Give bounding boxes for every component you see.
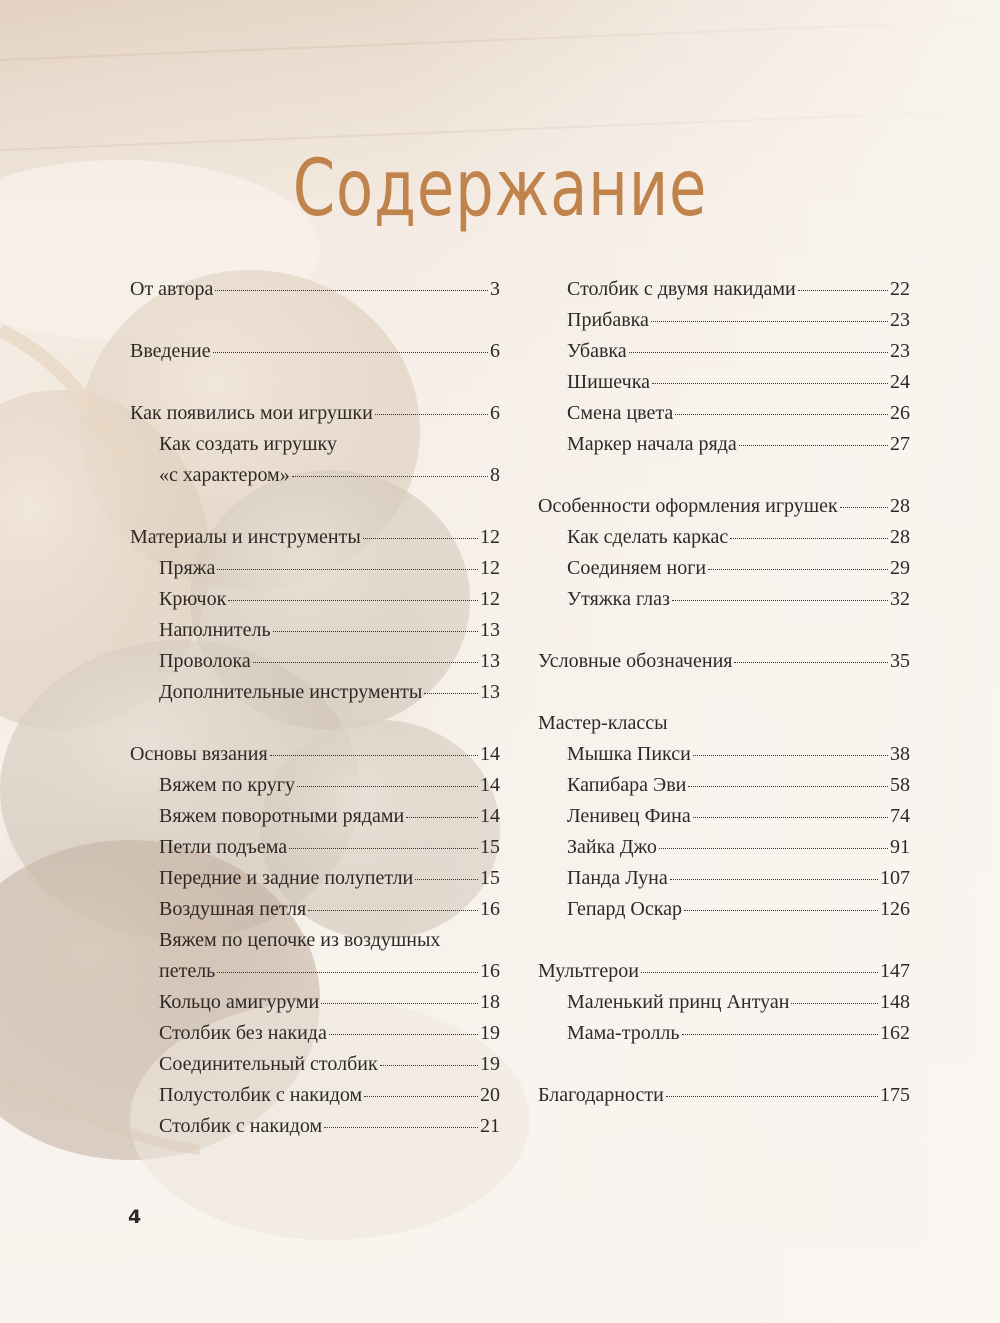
toc-entry-page: 20 — [480, 1084, 500, 1106]
toc-entry-page: 14 — [480, 805, 500, 827]
toc-entry-page: 24 — [890, 371, 910, 393]
toc-entry-label: Зайка Джо — [567, 836, 657, 858]
dot-leader — [363, 538, 478, 539]
toc-entry-page: 162 — [880, 1022, 910, 1044]
toc-entry[interactable] — [538, 646, 910, 677]
dot-leader — [708, 569, 888, 570]
toc-left-column — [130, 274, 500, 1142]
toc-entry[interactable] — [538, 956, 910, 987]
toc-entry-label: Особенности оформления игрушек — [538, 495, 838, 517]
toc-entry-page: 22 — [890, 278, 910, 300]
toc-entry-page: 16 — [480, 960, 500, 982]
toc-subentry[interactable] — [130, 987, 500, 1018]
toc-entry-page: 14 — [480, 774, 500, 796]
toc-entry-page: 19 — [480, 1022, 500, 1044]
toc-entry-page: 13 — [480, 619, 500, 641]
toc-subentry[interactable] — [130, 584, 500, 615]
toc-entry-label: Как сделать каркас — [567, 526, 729, 548]
dot-leader — [798, 290, 888, 291]
toc-entry-page: 126 — [880, 898, 910, 920]
dot-leader — [292, 476, 488, 477]
toc-entry-page: 91 — [890, 836, 910, 858]
toc-entry-page: 58 — [890, 774, 910, 796]
toc-entry-label: Введение — [130, 340, 211, 362]
toc-entry-label: Шишечка — [567, 371, 651, 393]
page-title: Содержание — [292, 144, 708, 235]
toc-entry-page: 29 — [890, 557, 910, 579]
toc-entry-label: Столбик с накидом — [159, 1115, 323, 1137]
toc-subentry[interactable] — [538, 739, 910, 770]
toc-entry-label: Мышка Пикси — [567, 743, 691, 765]
toc-subentry[interactable] — [130, 894, 500, 925]
toc-subentry[interactable] — [538, 553, 910, 584]
toc-subentry[interactable] — [538, 1018, 910, 1049]
toc-entry-label: Столбик с двумя накидами — [567, 278, 796, 300]
toc-entry-page: 23 — [890, 309, 910, 331]
dot-leader — [217, 569, 478, 570]
toc-entry-page: 148 — [880, 991, 910, 1013]
dot-leader — [659, 848, 888, 849]
toc-entry-page: 28 — [890, 495, 910, 517]
toc-entry-label: Мама-тролль — [567, 1022, 680, 1044]
toc-subentry[interactable] — [538, 274, 910, 305]
dot-leader — [270, 755, 478, 756]
toc-entry[interactable] — [130, 274, 500, 305]
toc-entry-page: 175 — [880, 1084, 910, 1106]
toc-entry-label: Панда Луна — [567, 867, 668, 889]
toc-entry-label: Ленивец Фина — [567, 805, 691, 827]
dot-leader — [321, 1003, 478, 1004]
dot-leader — [289, 848, 478, 849]
toc-entry-page: 28 — [890, 526, 910, 548]
toc-subentry[interactable] — [130, 1080, 500, 1111]
toc-entry-page: 107 — [880, 867, 910, 889]
dot-leader — [253, 662, 478, 663]
dot-leader — [215, 290, 488, 291]
toc-entry-label: Пряжа — [159, 557, 216, 579]
toc-entry-page: 13 — [480, 650, 500, 672]
dot-leader — [675, 414, 888, 415]
dot-leader — [273, 631, 478, 632]
toc-entry[interactable] — [130, 739, 500, 770]
toc-right-column — [538, 274, 910, 1111]
toc-entry-page: 6 — [490, 402, 500, 424]
toc-entry-label: Соединяем ноги — [567, 557, 707, 579]
toc-entry-page: 15 — [480, 836, 500, 858]
toc-subentry[interactable] — [538, 832, 910, 863]
toc-entry-label: Утяжка глаз — [567, 588, 670, 610]
toc-entry-page: 23 — [890, 340, 910, 362]
toc-subentry[interactable] — [538, 987, 910, 1018]
dot-leader — [629, 352, 888, 353]
dot-leader — [406, 817, 478, 818]
dot-leader — [297, 786, 478, 787]
dot-leader — [228, 600, 478, 601]
dot-leader — [734, 662, 888, 663]
dot-leader — [424, 693, 478, 694]
toc-entry-page: 19 — [480, 1053, 500, 1075]
dot-leader — [684, 910, 878, 911]
toc-entry-label-line[interactable]: Вяжем по цепочке из воздушных — [159, 929, 441, 951]
toc-subentry[interactable] — [130, 770, 500, 801]
dot-leader — [651, 321, 888, 322]
toc-entry-page: 18 — [480, 991, 500, 1013]
toc-subentry[interactable] — [538, 522, 910, 553]
dot-leader — [791, 1003, 878, 1004]
toc-subentry[interactable] — [130, 863, 500, 894]
toc-entry-label: «с характером» — [159, 464, 290, 486]
dot-leader — [739, 445, 888, 446]
dot-leader — [730, 538, 888, 539]
toc-entry-label: Убавка — [567, 340, 627, 362]
toc-entry-label: Смена цвета — [567, 402, 674, 424]
toc-entry-page: 26 — [890, 402, 910, 424]
toc-entry-page: 12 — [480, 526, 500, 548]
toc-entry-label: петель — [159, 960, 216, 982]
toc-subentry[interactable] — [130, 832, 500, 863]
toc-subentry[interactable] — [538, 336, 910, 367]
toc-subentry[interactable] — [538, 770, 910, 801]
dot-leader — [213, 352, 488, 353]
toc-entry-label: Соединительный столбик — [159, 1053, 378, 1075]
dot-leader — [682, 1034, 878, 1035]
toc-entry-page: 147 — [880, 960, 910, 982]
toc-entry-label: Условные обозначения — [538, 650, 733, 672]
toc-entry[interactable] — [538, 491, 910, 522]
dot-leader — [380, 1065, 478, 1066]
toc-entry-page: 3 — [490, 278, 500, 300]
toc-entry-page: 74 — [890, 805, 910, 827]
toc-entry-label: Прибавка — [567, 309, 649, 331]
dot-leader — [308, 910, 478, 911]
toc-entry-label: Гепард Оскар — [567, 898, 683, 920]
toc-entry-label: Маленький принц Антуан — [567, 991, 790, 1013]
toc-entry-label: Как появились мои игрушки — [130, 402, 373, 424]
toc-entry[interactable] — [538, 1080, 910, 1111]
toc-subentry[interactable] — [130, 956, 500, 987]
page-number: 4 — [128, 1206, 142, 1228]
toc-entry-label: Основы вязания — [130, 743, 268, 765]
toc-entry-label: Крючок — [159, 588, 227, 610]
toc-entry-label: От автора — [130, 278, 214, 300]
toc-entry[interactable] — [130, 336, 500, 367]
toc-section-heading[interactable]: Мастер-классы — [538, 712, 668, 734]
dot-leader — [324, 1127, 478, 1128]
toc-subentry[interactable] — [130, 615, 500, 646]
toc-entry-page: 8 — [490, 464, 500, 486]
toc-entry-label: Передние и задние полупетли — [159, 867, 414, 889]
toc-entry-page: 12 — [480, 588, 500, 610]
toc-subentry[interactable] — [538, 863, 910, 894]
toc-subentry[interactable] — [130, 553, 500, 584]
toc-entry-page: 14 — [480, 743, 500, 765]
dot-leader — [688, 786, 888, 787]
toc-subentry[interactable] — [130, 646, 500, 677]
toc-entry-page: 6 — [490, 340, 500, 362]
toc-subentry[interactable] — [538, 429, 910, 460]
toc-entry-page: 38 — [890, 743, 910, 765]
toc-entry-label: Полустолбик с накидом — [159, 1084, 363, 1106]
toc-entry-label: Вяжем поворотными рядами — [159, 805, 405, 827]
dot-leader — [641, 972, 878, 973]
toc-entry-label: Дополнительные инструменты — [159, 681, 423, 703]
dot-leader — [672, 600, 888, 601]
dot-leader — [329, 1034, 478, 1035]
dot-leader — [415, 879, 478, 880]
toc-subentry[interactable] — [538, 584, 910, 615]
toc-subentry[interactable] — [130, 1018, 500, 1049]
dot-leader — [364, 1096, 478, 1097]
toc-entry-label: Проволока — [159, 650, 251, 672]
toc-entry-label: Столбик без накида — [159, 1022, 327, 1044]
toc-subentry[interactable] — [130, 677, 500, 708]
toc-entry-label: Воздушная петля — [159, 898, 307, 920]
toc-entry-label: Капибара Эви — [567, 774, 687, 796]
dot-leader — [840, 507, 888, 508]
toc-entry-page: 27 — [890, 433, 910, 455]
toc-entry-label: Петли подъема — [159, 836, 288, 858]
toc-subentry[interactable] — [538, 305, 910, 336]
toc-entry-label: Маркер начала ряда — [567, 433, 737, 455]
toc-entry-label-line[interactable]: Как создать игрушку — [159, 433, 337, 455]
toc-entry-label: Благодарности — [538, 1084, 664, 1106]
toc-entry-label: Наполнитель — [159, 619, 271, 641]
toc-entry-label: Кольцо амигуруми — [159, 991, 320, 1013]
toc-entry-page: 16 — [480, 898, 500, 920]
toc-entry-page: 35 — [890, 650, 910, 672]
dot-leader — [693, 817, 888, 818]
dot-leader — [693, 755, 888, 756]
toc-entry-page: 12 — [480, 557, 500, 579]
toc-entry-page: 15 — [480, 867, 500, 889]
toc-subentry[interactable] — [538, 367, 910, 398]
dot-leader — [666, 1096, 878, 1097]
toc-entry-page: 21 — [480, 1115, 500, 1137]
toc-subentry[interactable] — [538, 801, 910, 832]
dot-leader — [375, 414, 488, 415]
toc-subentry[interactable] — [538, 894, 910, 925]
dot-leader — [217, 972, 478, 973]
toc-subentry[interactable] — [538, 398, 910, 429]
toc-entry-label: Материалы и инструменты — [130, 526, 361, 548]
toc-entry-label: Мультгерои — [538, 960, 640, 982]
toc-entry[interactable] — [130, 398, 500, 429]
toc-subentry[interactable] — [130, 460, 500, 491]
toc-entry[interactable] — [130, 522, 500, 553]
toc-subentry[interactable] — [130, 1049, 500, 1080]
dot-leader — [652, 383, 888, 384]
dot-leader — [670, 879, 878, 880]
toc-subentry[interactable] — [130, 801, 500, 832]
toc-entry-page: 32 — [890, 588, 910, 610]
toc-entry-label: Вяжем по кругу — [159, 774, 295, 796]
toc-subentry[interactable] — [130, 1111, 500, 1142]
toc-entry-page: 13 — [480, 681, 500, 703]
